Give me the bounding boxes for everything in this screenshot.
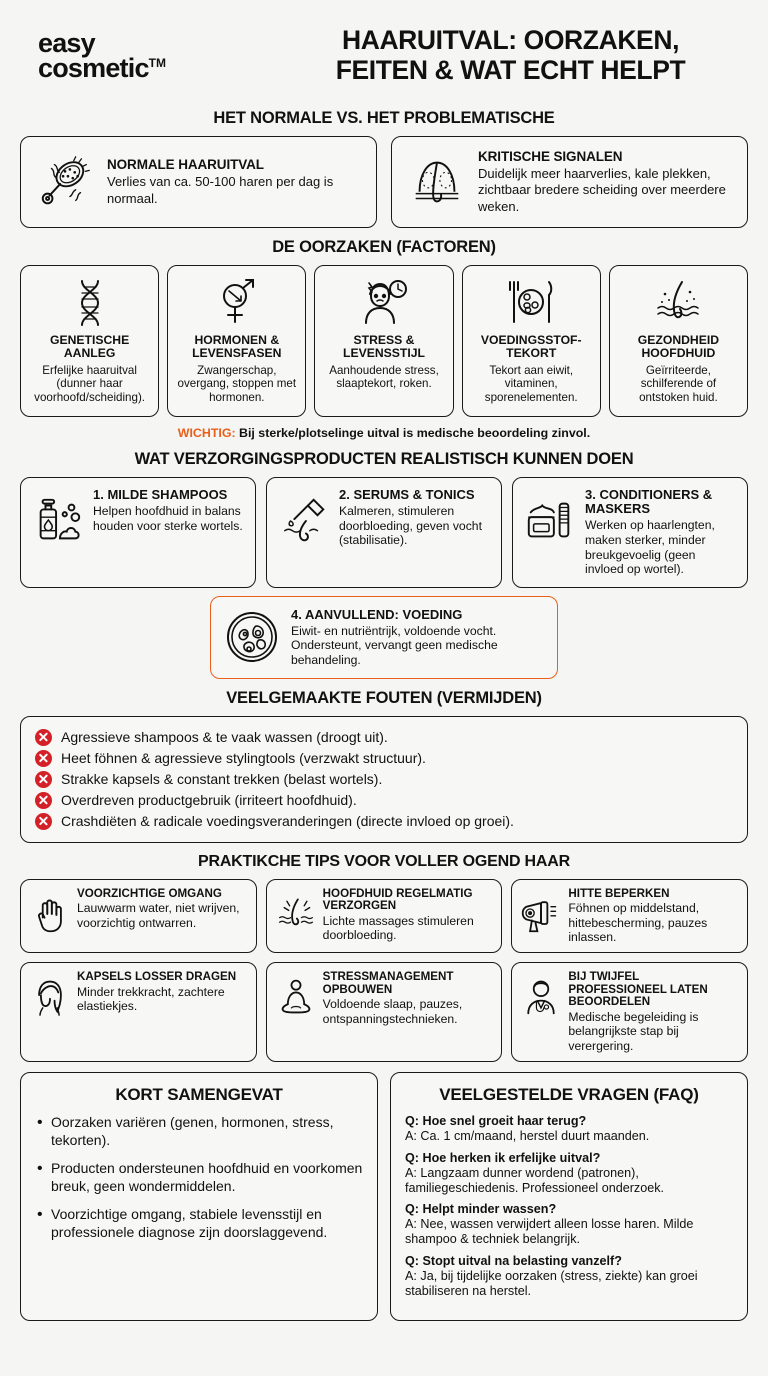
mistake-text: Overdreven productgebruik (irriteert hoofdhuid). (61, 791, 357, 808)
card-genetische-aanleg (20, 265, 159, 417)
card-title: VOEDINGSSTOF-TEKORT (480, 332, 582, 361)
jar-comb-icon (523, 494, 577, 548)
dna-icon (64, 276, 116, 328)
card-title: KAPSELS LOSSER DRAGEN (77, 970, 237, 984)
card-serums-tonics (266, 477, 502, 588)
card-text: Werken op haarlengten, maken sterker, minder breukgevoelig (geen invloed op wortel). (585, 518, 715, 577)
mistake-item (35, 748, 733, 769)
meditation-icon (276, 977, 316, 1017)
card-title: HOOFDHUID REGELMATIG VERZORGEN (322, 886, 473, 913)
card-text: Eiwit- en nutriëntrijk, voldoende vocht. Ondersteunt, vervangt geen medische behandeling. (291, 623, 498, 668)
faq-item (405, 1151, 733, 1196)
faq-answer: A: Nee, wassen verwijdert alleen losse haren. Milde shampoo & techniek belangrijk. (405, 1217, 694, 1247)
summary-heading: KORT SAMENGEVAT (115, 1085, 283, 1105)
card-title: VOORZICHTIGE OMGANG (77, 886, 222, 900)
hair-follicle-icon (406, 151, 468, 213)
section1-heading: HET NORMALE VS. HET PROBLEMATISCHE (213, 109, 555, 128)
mistake-text: Strakke kapsels & constant trekken (belast wortels). (61, 770, 383, 787)
card-title: STRESSMANAGEMENT OPBOUWEN (322, 970, 454, 996)
faq-answer: A: Ja, bij tijdelijke oorzaken (stress, ziekte) kan groei stabiliseren na herstel. (405, 1268, 698, 1298)
card-text: Erfelijke haaruitval (dunner haar voorhoofd/scheiding). (34, 363, 146, 404)
woman-hair-icon (30, 977, 70, 1017)
card-professioneel-beoordelen (511, 962, 748, 1062)
card-conditioners-maskers (512, 477, 748, 588)
brand-line-2: cosmetic (38, 52, 149, 83)
card-title: 4. AANVULLEND: VOEDING (291, 606, 463, 622)
card-text: Medische begeleiding is belangrijkste stap bij verergering. (568, 1009, 699, 1053)
error-x-icon (35, 750, 52, 767)
card-title: GENETISCHE AANLEG (49, 332, 130, 361)
card-title: HITTE BEPERKEN (568, 886, 670, 900)
card-gezondheid-hoofdhuid (609, 265, 748, 417)
mistake-text: Heet föhnen & agressieve stylingtools (verzwakt structuur). (61, 749, 426, 766)
error-x-icon (35, 792, 52, 809)
card-text: Minder trekkracht, zachtere elastiekjes. (77, 984, 225, 1014)
card-hormonen-levensfasen (167, 265, 306, 417)
card-kapsels-losser-dragen (20, 962, 257, 1062)
card-text: Voldoende slaap, pauzes, ontspanningstechnieken. (322, 997, 463, 1026)
hairdryer-icon (521, 894, 561, 934)
card-stressmanagement (266, 962, 503, 1062)
card-voorzichtige-omgang (20, 879, 257, 954)
card-text: Lichte massages stimuleren doorbloeding. (322, 913, 474, 943)
card-title: NORMALE HAARUITVAL (107, 157, 264, 173)
section5-row-1 (20, 879, 748, 954)
faq-question: Q: Hoe herken ik erfelijke uitval? (405, 1150, 601, 1165)
section3-cards (20, 477, 748, 588)
card-text: Tekort aan eiwit, vitaminen, sporenelementen. (484, 363, 578, 404)
card-title: BIJ TWIJFEL PROFESSIONEEL LATEN BEOORDELEN (568, 970, 708, 1009)
dropper-serum-icon (277, 494, 331, 548)
card-hitte-beperken (511, 879, 748, 954)
card-text: Geïrriteerde, schilferende of ontstoken huid. (639, 363, 718, 404)
card-hoofdhuid-verzorgen (266, 879, 503, 954)
page-title-line-2: FEITEN & WAT ECHT HELPT (335, 54, 686, 85)
list-item: • Producten ondersteunen hoofdhuid en voorkomen breuk, geen wondermiddelen. (35, 1160, 363, 1196)
summary-list (35, 1114, 363, 1241)
faq-question: Q: Helpt minder wassen? (405, 1202, 557, 1217)
card-title: 2. SERUMS & TONICS (339, 486, 475, 502)
list-item: • Voorzichtige omgang, stabiele levensstijl en professionele diagnose zijn doorslaggevend. (35, 1206, 363, 1242)
hairbrush-icon (35, 151, 97, 213)
error-x-icon (35, 771, 52, 788)
card-text: Zwangerschap, overgang, stoppen met hormonen. (177, 363, 297, 404)
card-aanvullend-voeding (210, 596, 558, 679)
brand-line-1: easy (38, 27, 95, 58)
card-title: GEZONDHEID HOOFDHUID (637, 332, 720, 361)
list-item: • Oorzaken variëren (genen, hormonen, stress, tekorten). (35, 1114, 363, 1150)
faq-item (405, 1254, 733, 1299)
brand-logo (20, 27, 255, 83)
card-text: Lauwwarm water, niet wrijven, voorzichtig ontwarren. (77, 901, 240, 930)
scalp-follicle-icon (652, 276, 704, 328)
trademark-mark: TM (148, 55, 166, 70)
card-title: HORMONEN & LEVENSFASEN (192, 332, 282, 361)
card-stress-levensstijl (314, 265, 453, 417)
card-text: Aanhoudende stress, slaaptekort, roken. (329, 363, 439, 391)
page-title (273, 26, 748, 85)
mistake-item (35, 769, 733, 790)
section5-heading: PRAKTIKCHE TIPS VOOR VOLLER OGEND HAAR (198, 852, 570, 870)
section2-cards (20, 265, 748, 417)
gender-symbols-icon (211, 276, 263, 328)
card-text: Duidelijk meer haarverlies, kale plekken, zichtbaar bredere scheiding over meerdere weken. (478, 166, 726, 214)
faq-panel (390, 1072, 748, 1320)
card-title: 3. CONDITIONERS & MASKERS (585, 486, 713, 516)
page-title-line-1: HAARUITVAL: OORZAKEN, (341, 25, 680, 55)
plate-cutlery-icon (505, 276, 557, 328)
mistake-item (35, 811, 733, 832)
card-title: 1. MILDE SHAMPOOS (93, 486, 228, 502)
header (20, 0, 748, 99)
card-text: Föhnen op middelstand, hittebescherming, pauzes inlassen. (568, 901, 708, 945)
card-text: Verlies van ca. 50-100 haren per dag is normaal. (107, 174, 334, 206)
mistake-item (35, 727, 733, 748)
faq-question: Q: Stopt uitval na belasting vanzelf? (405, 1254, 622, 1269)
error-x-icon (35, 729, 52, 746)
mistakes-panel (20, 716, 748, 843)
stressed-person-icon (358, 276, 410, 328)
faq-heading: VEELGESTELDE VRAGEN (FAQ) (439, 1085, 699, 1105)
section4-heading: VEELGEMAAKTE FOUTEN (VERMIJDEN) (226, 688, 542, 707)
faq-item (405, 1202, 733, 1247)
card-normale-haaruitval (20, 136, 377, 227)
mistake-text: Crashdiëten & radicale voedingsveranderingen (directe invloed op groei). (61, 812, 514, 829)
card-text: Helpen hoofdhuid in balans houden voor sterke wortels. (93, 503, 243, 533)
faq-answer: A: Langzaam dunner wordend (patronen), familiegeschiedenis. Professioneel onderzoek. (405, 1165, 665, 1195)
faq-item (405, 1114, 733, 1144)
scalp-massage-icon (276, 894, 316, 934)
salad-plate-icon (223, 608, 281, 666)
card-voedingsstof-tekort (462, 265, 601, 417)
important-note-text: Bij sterke/plotselinge uitval is medische beoordeling zinvol. (235, 425, 591, 440)
error-x-icon (35, 813, 52, 830)
card-title: STRESS & LEVENSSTIJL (343, 332, 425, 361)
mistake-item (35, 790, 733, 811)
card-title: KRITISCHE SIGNALEN (478, 149, 623, 165)
faq-question: Q: Hoe snel groeit haar terug? (405, 1114, 587, 1129)
card-text: Kalmeren, stimuleren doorbloeding, geven vocht (stabilisatie). (339, 503, 482, 548)
shampoo-bottle-icon (31, 494, 85, 548)
important-note-label: WICHTIG: (177, 425, 236, 440)
section3-highlight-row (20, 596, 748, 679)
faq-answer: A: Ca. 1 cm/maand, herstel duurt maanden. (405, 1129, 650, 1144)
summary-panel (20, 1072, 378, 1320)
section2-heading: DE OORZAKEN (FACTOREN) (272, 237, 496, 256)
section3-heading: WAT VERZORGINGSPRODUCTEN REALISTISCH KUNNEN DOEN (134, 449, 634, 468)
card-milde-shampoos (20, 477, 256, 588)
mistake-text: Agressieve shampoos & te vaak wassen (droogt uit). (61, 728, 388, 745)
important-note (20, 426, 748, 440)
doctor-icon (521, 977, 561, 1017)
section6-panels (20, 1072, 748, 1320)
hand-icon (30, 894, 70, 934)
card-kritische-signalen (391, 136, 748, 227)
section5-row-2 (20, 962, 748, 1062)
section1-cards (20, 136, 748, 227)
